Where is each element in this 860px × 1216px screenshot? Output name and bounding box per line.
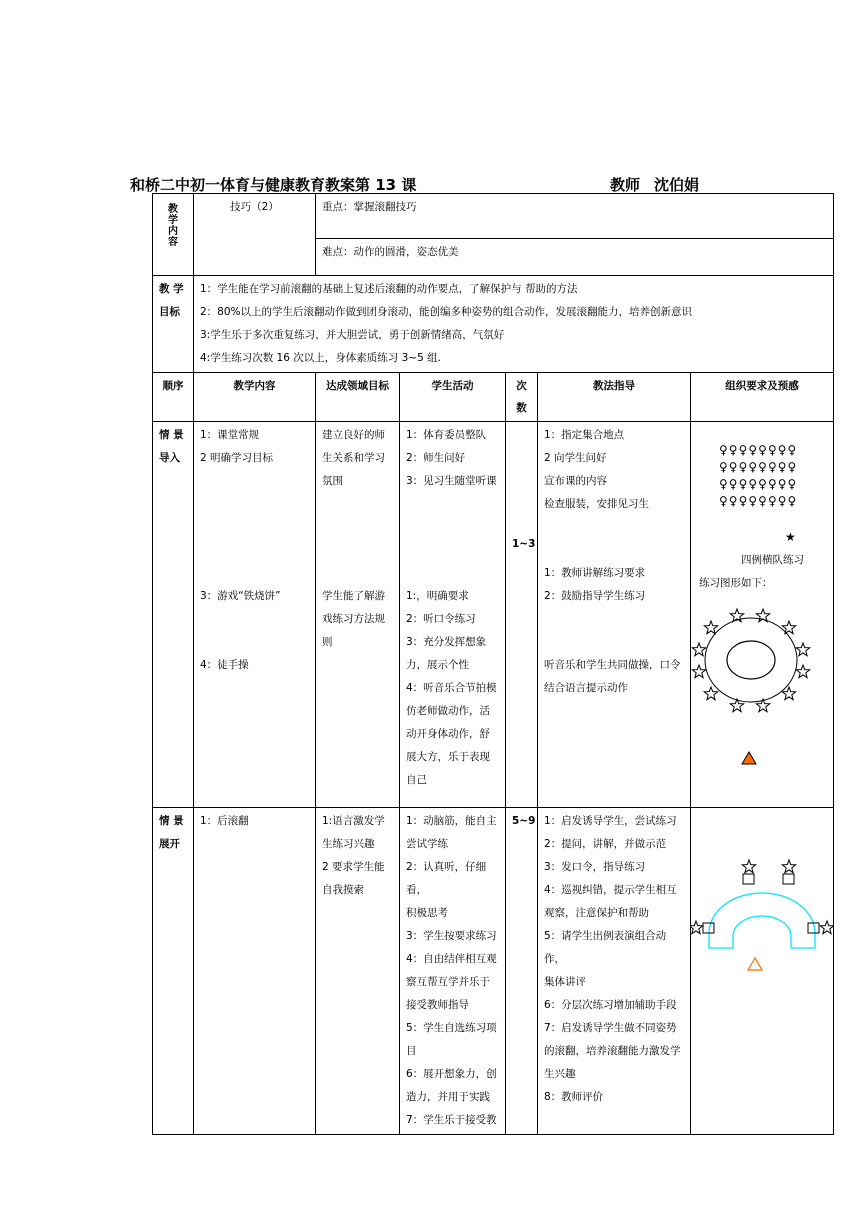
content-item [200, 562, 309, 585]
activity-line: 1:，明确要求 [406, 590, 469, 602]
difficulty-cell: 难点：动作的圆滑，姿态优美 [316, 239, 834, 276]
method-line: 宣布课的内容 [544, 475, 607, 487]
activity-line: 2：师生问好 [406, 452, 466, 464]
student-star-icon [796, 665, 809, 678]
activity-line: 2：听口令练习 [406, 613, 476, 625]
activity-line: 3：见习生随堂听课 [406, 475, 497, 487]
goal-line: 氛围 [322, 475, 343, 487]
section1-order [153, 422, 194, 808]
student-rows [719, 442, 797, 510]
method-line: 6：分层次练习增加辅助手段 [544, 999, 677, 1011]
lesson-plan-table [152, 193, 834, 1135]
section2-order-bottom: 展开 [159, 838, 180, 850]
goals-label-top: 教 学 [159, 283, 184, 295]
content-item [200, 539, 309, 562]
goal-line: 学生能了解游 [322, 590, 385, 602]
goal-item: 3:学生乐于多次重复练习，并大胆尝试，勇于创新情绪高，气氛好 [200, 329, 505, 341]
content-label-text: 教 学 内 容 [168, 204, 178, 248]
col-count: 次 数 [506, 373, 538, 422]
section1-goals [316, 422, 400, 808]
goal-line: 戏练习方法规 [322, 613, 385, 625]
activity-line: 力，展示个性 [406, 659, 469, 671]
key-point-cell: 重点：掌握滚翻技巧 [316, 194, 834, 239]
student-star-icon [704, 687, 717, 700]
section1-content [194, 422, 316, 808]
activity-line: 积极思考 [406, 907, 448, 919]
content-item [200, 608, 309, 631]
content-item [200, 516, 309, 539]
lesson-title: 和桥二中初一体育与健康教育教案第 13 课 [130, 176, 417, 194]
teacher-label: 教师 [610, 176, 641, 194]
student-star-icon [796, 643, 809, 656]
section1-order-bottom: 导入 [159, 452, 180, 464]
activity-line: 3：充分发挥想象 [406, 636, 487, 648]
method-line: 1：启发诱导学生，尝试练习 [544, 815, 677, 827]
goal-line: 则 [322, 636, 333, 648]
content-item [200, 493, 309, 516]
method-line: 观察，注意保护和帮助 [544, 907, 649, 919]
method-line: 集体讲评 [544, 976, 586, 988]
method-line: 7：启发诱导学生做不同姿势 [544, 1022, 677, 1034]
content-item: 3：游戏“铁烧饼” [200, 590, 281, 602]
mat-diagram [691, 808, 833, 1094]
teacher-triangle-icon [742, 752, 756, 764]
section2-activity [400, 808, 506, 1135]
content-item: 2 明确学习目标 [200, 452, 274, 464]
activity-line: 1：体育委员整队 [406, 429, 487, 441]
method-line: 检查服装，安排见习生 [544, 498, 649, 510]
method-line: 结合语言提示动作 [544, 682, 628, 694]
section2-method [538, 808, 691, 1135]
section1-count [506, 422, 538, 808]
content-item [200, 470, 309, 493]
activity-line: 2：认真听，仔细看， [406, 861, 487, 896]
activity-line: 察互帮互学并乐于 [406, 976, 490, 988]
student-star-icon [692, 665, 705, 678]
section2-content [194, 808, 316, 1135]
activity-line: 4：听音乐合节拍模 [406, 682, 497, 694]
activity-line: 动开身体动作，舒 [406, 728, 490, 740]
activity-line: 尝试学练 [406, 838, 448, 850]
activity-line: 3：学生按要求练习 [406, 930, 497, 942]
content-item: 1：后滚翻 [200, 815, 249, 827]
goal-line: 2 要求学生能 [322, 861, 385, 873]
student-row: ♀♀♀♀♀♀♀♀ [719, 477, 798, 491]
activity-line: 4：自由结伴相互观 [406, 953, 497, 965]
formation-text: 四例横队练习 [741, 554, 804, 566]
diagram-text: 练习图形如下： [699, 577, 773, 589]
goal-line: 生练习兴趣 [322, 838, 375, 850]
student-star-icon [691, 921, 703, 934]
col-method: 教法指导 [538, 373, 691, 422]
method-line: 8：教师评价 [544, 1091, 604, 1103]
section2-order [153, 808, 194, 1135]
method-line: 2：提问，讲解，并做示范 [544, 838, 667, 850]
goal-item: 2：80%以上的学生后滚翻动作做到团身滚动，能创编多种姿势的组合动作，发展滚翻能力，培养创新意识 [200, 306, 693, 318]
circle-formation-icon [691, 592, 834, 772]
goals-label-bottom: 目标 [159, 306, 180, 318]
section1-order-top: 情 景 [159, 429, 184, 441]
activity-line: 5：学生自选练习项 [406, 1022, 497, 1034]
teacher-star-icon: ★ [785, 530, 796, 544]
method-line: 1：教师讲解练习要求 [544, 567, 646, 579]
section2-order-top: 情 景 [159, 815, 184, 827]
method-line: 的滚翻，培养滚翻能力激发学 [544, 1045, 681, 1057]
section2-goals [316, 808, 400, 1135]
method-line: 4：巡视纠错，提示学生相互 [544, 884, 677, 896]
method-line: 2：鼓励指导学生练习 [544, 590, 646, 602]
method-line: 1：指定集合地点 [544, 429, 625, 441]
col-org: 组织要求及预感 [691, 373, 834, 422]
content-label [153, 194, 194, 276]
method-line: 3：发口令，指导练习 [544, 861, 646, 873]
formation-diagram [691, 422, 833, 807]
arc-mat-icon [691, 858, 834, 1018]
goals-list [194, 276, 834, 373]
content-item: 1：课堂常规 [200, 429, 260, 441]
content-item [200, 631, 309, 654]
method-line: 2 向学生问好 [544, 452, 607, 464]
section1-count-value: 1~3 [512, 538, 536, 550]
activity-line: 1：动脑筋，能自主 [406, 815, 497, 827]
section1-method [538, 422, 691, 808]
col-activity: 学生活动 [400, 373, 506, 422]
activity-line: 造力，并用于实践 [406, 1091, 490, 1103]
section1-org [691, 422, 834, 808]
goals-label [153, 276, 194, 373]
method-line: 听音乐和学生共同做操，口令 [544, 659, 681, 671]
col-order: 顺序 [153, 373, 194, 422]
goal-line: 建立良好的师 [322, 429, 385, 441]
activity-line: 展大方，乐于表现 [406, 751, 490, 763]
goal-line: 1:语言激发学 [322, 815, 385, 827]
goal-item: 1：学生能在学习前滚翻的基础上复述后滚翻的动作要点，了解保护与 帮助的方法 [200, 283, 578, 295]
student-row: ♀♀♀♀♀♀♀♀ [719, 443, 798, 457]
activity-line: 自己 [406, 774, 427, 786]
student-star-icon [692, 643, 705, 656]
student-star-icon [782, 860, 795, 873]
student-star-icon [782, 621, 795, 634]
section1-activity [400, 422, 506, 808]
topic-cell: 技巧（2） [194, 194, 316, 276]
goal-line: 自我摸索 [322, 884, 364, 896]
student-row: ♀♀♀♀♀♀♀♀ [719, 460, 798, 474]
goal-item: 4:学生练习次数 16 次以上，身体素质练习 3~5 组. [200, 352, 441, 364]
activity-line: 7：学生乐于接受教 [406, 1114, 497, 1126]
teacher-name: 沈伯娟 [654, 176, 700, 194]
content-item: 4：徒手操 [200, 659, 249, 671]
student-star-icon [704, 621, 717, 634]
section2-org [691, 808, 834, 1135]
col-content: 教学内容 [194, 373, 316, 422]
col-goal: 达成领域目标 [316, 373, 400, 422]
method-line: 生兴趣 [544, 1068, 576, 1080]
section2-count: 5~9 [506, 808, 538, 1135]
student-star-icon [820, 921, 833, 934]
student-row: ♀♀♀♀♀♀♀♀ [719, 494, 798, 508]
activity-line: 接受教师指导 [406, 999, 469, 1011]
activity-line: 6：展开想象力，创 [406, 1068, 497, 1080]
goal-line: 生关系和学习 [322, 452, 385, 464]
student-star-icon [742, 860, 755, 873]
activity-line: 目 [406, 1045, 417, 1057]
method-line: 5：请学生出例表演组合动作， [544, 930, 667, 965]
teacher-info [610, 174, 699, 195]
activity-line: 仿老师做动作，活 [406, 705, 490, 717]
